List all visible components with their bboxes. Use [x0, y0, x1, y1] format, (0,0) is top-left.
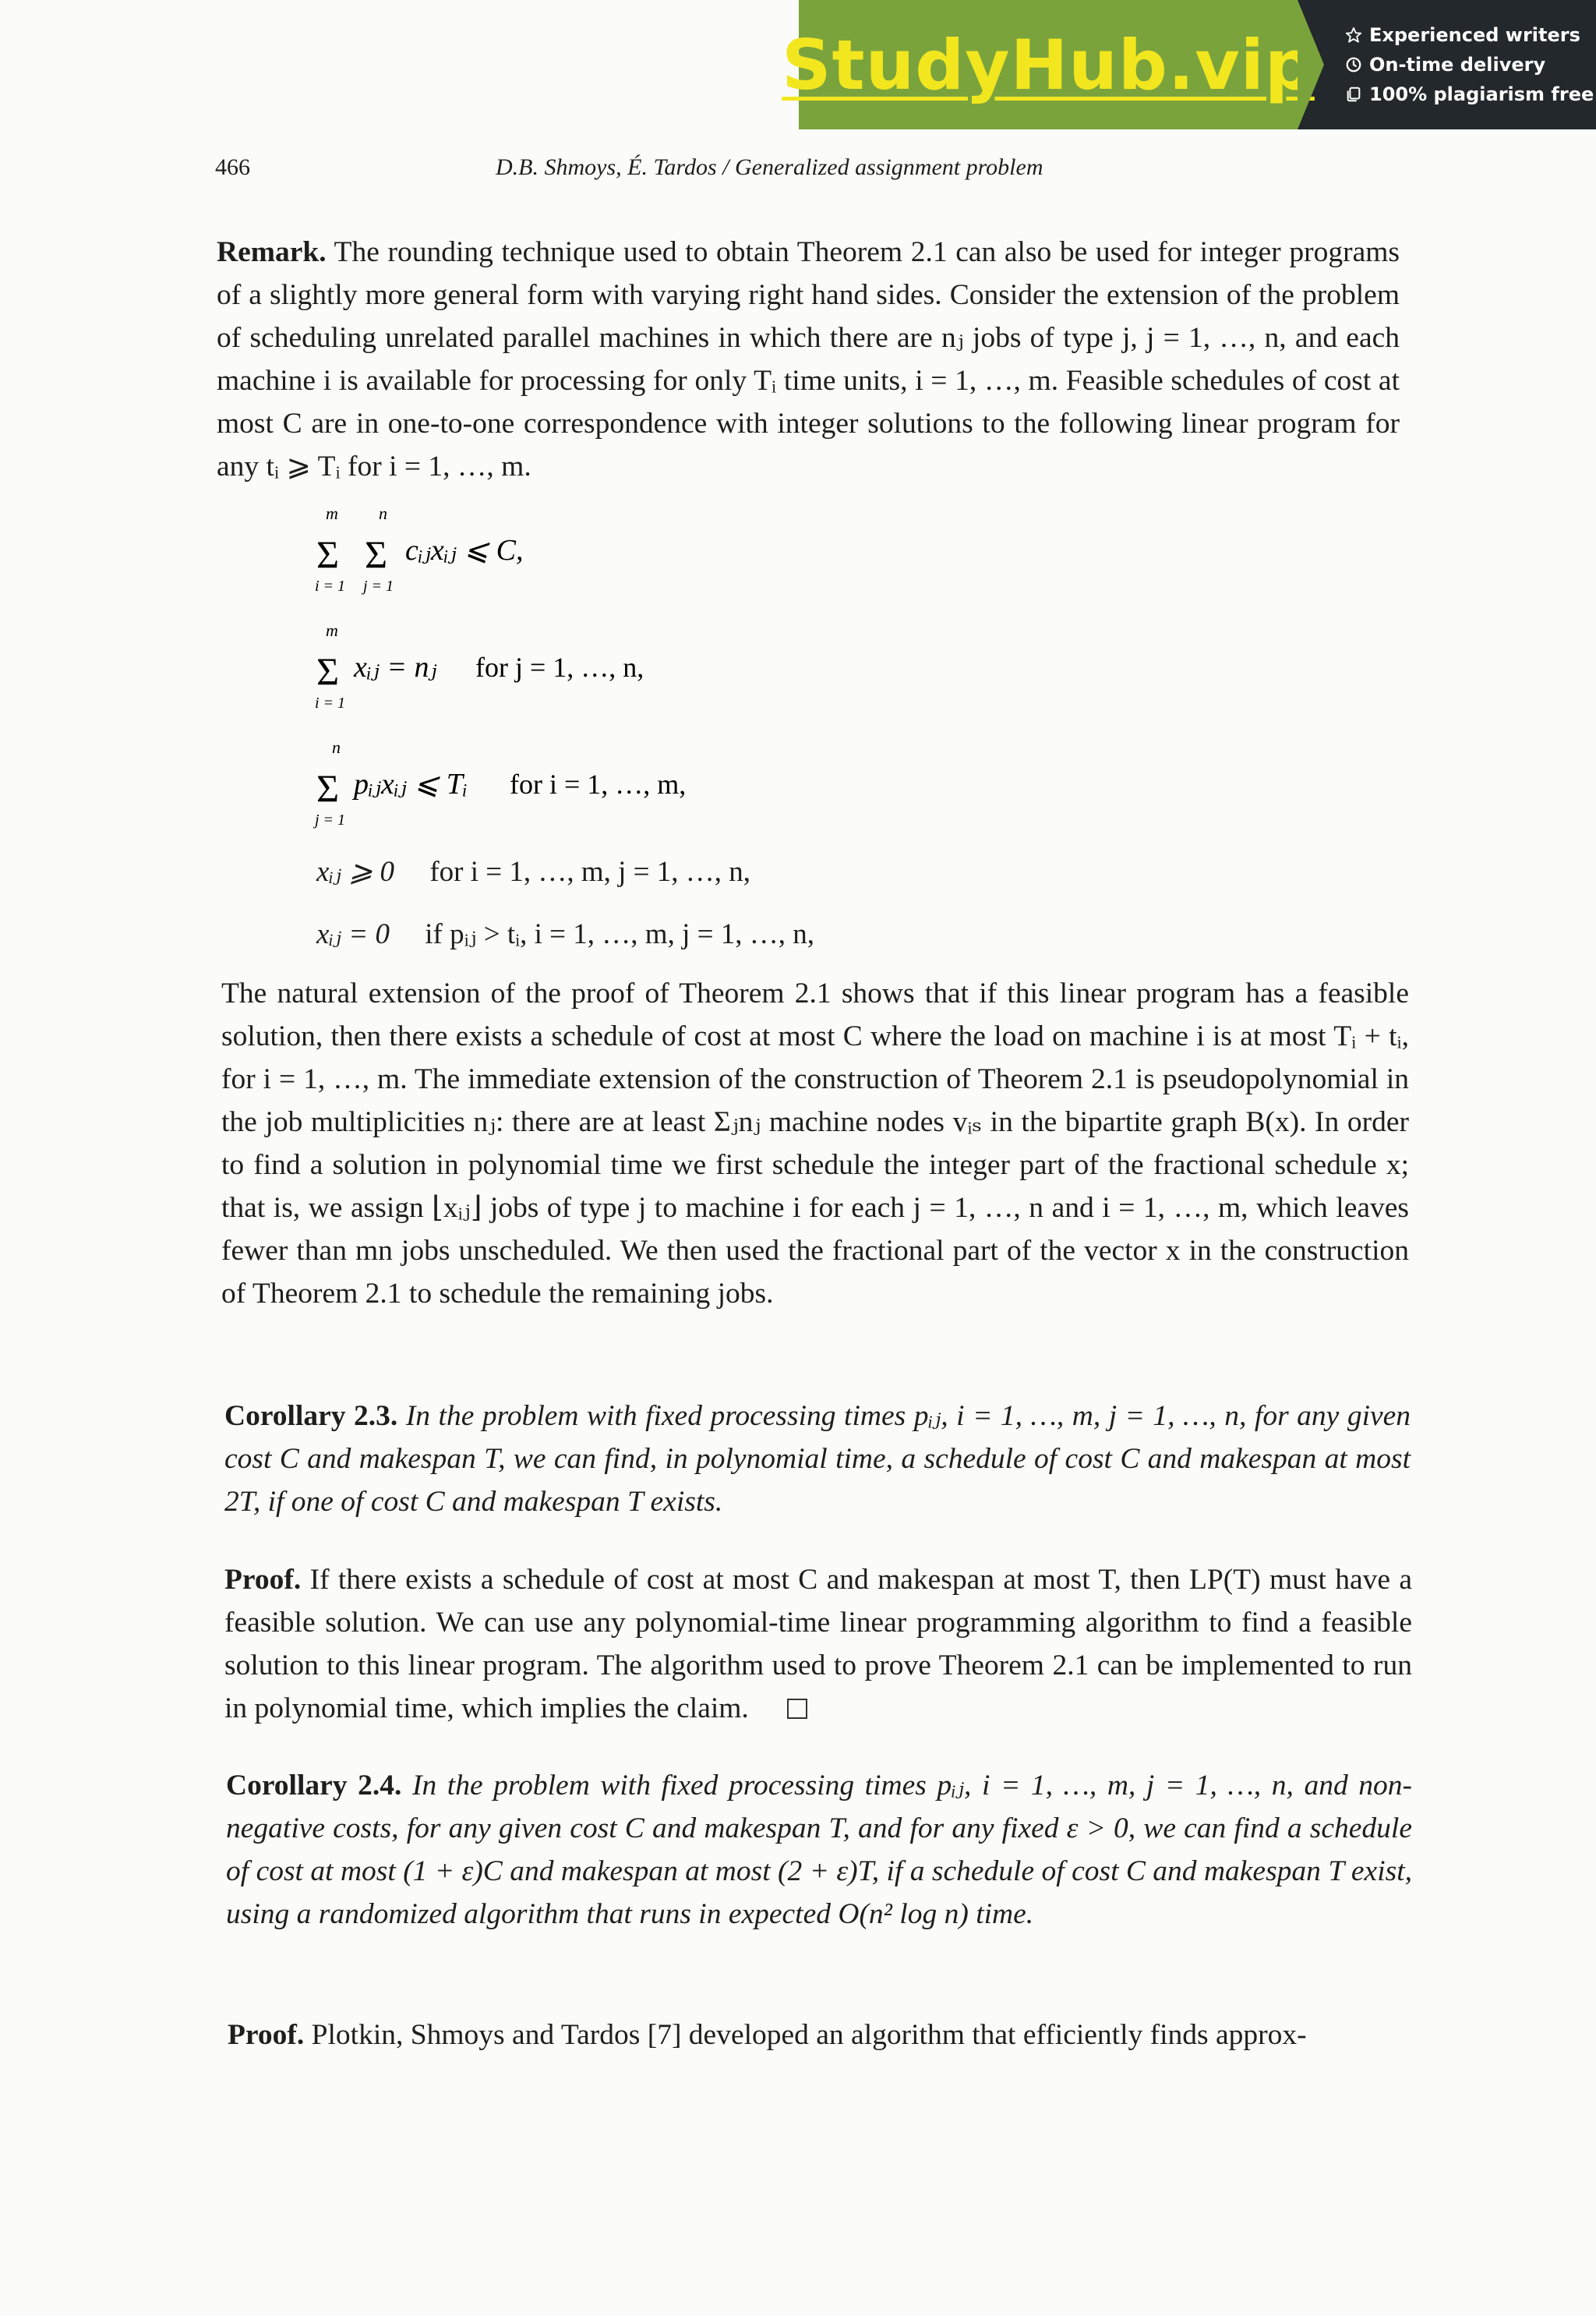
sum-lower: i = 1	[315, 695, 346, 712]
lp-constraint-assignment	[315, 616, 751, 717]
banner-arrow-shape	[1298, 0, 1324, 129]
lp-constraint-nonneg	[316, 854, 750, 889]
eq3-cond: for i = 1, …, m,	[510, 769, 687, 800]
sum-upper: n	[332, 737, 341, 757]
eq2-cond: for j = 1, …, n,	[475, 652, 644, 683]
studyhub-banner[interactable]	[782, 0, 1596, 129]
sum-upper-j: n	[379, 504, 387, 523]
corollary-2-3-text: In the problem with fixed processing times pᵢⱼ, i = 1, …, m, j = 1, …, n, for any given cost C and makespan T, we can find, in polynomial time, a schedule of cost C and makespan at most 2T, if one of cost C and makespan T exists.	[224, 1400, 1411, 1518]
page-number: 466	[215, 154, 250, 180]
lp-constraint-cost-svg	[315, 499, 751, 600]
corollary-2-4-text: In the problem with fixed processing times pᵢⱼ, i = 1, …, m, j = 1, …, n, and non-negative costs, for any given cost C and makespan T, and for any fixed ε > 0, we can find a schedule of cost at most (1 + ε)C and makespan at most (2 + ε)T, if a schedule of cost C and makespan T exist, using a randomized algorithm that runs in expected O(n² log n) time.	[226, 1770, 1413, 1930]
lp-constraint-makespan	[315, 733, 751, 834]
eq1-expr: cᵢⱼxᵢⱼ ⩽ C,	[405, 534, 524, 567]
sigma-j: Σ	[365, 532, 388, 576]
proof-2	[228, 2014, 1415, 2056]
proof-1	[224, 1558, 1412, 1730]
sum-upper: m	[326, 621, 338, 640]
eq4-expr: xᵢⱼ ⩾ 0	[316, 856, 395, 888]
sum-lower: j = 1	[315, 811, 346, 829]
remark-text: The rounding technique used to obtain Theorem 2.1 can also be used for integer programs of a slightly more general form with varying right hand sides. Consider the extension of the problem of scheduling unrelated parallel machines in which there are nⱼ jobs of type j, j = 1, …, n, and each machine i is available for processing for only Tᵢ time units, i = 1, …, m. Feasible schedules of cost at most C are in one-to-one correspondence with integer solutions to the following linear program for any tᵢ ⩾ Tᵢ for i = 1, …, m.	[217, 236, 1400, 483]
eq2-expr: xᵢⱼ = nⱼ	[354, 651, 437, 684]
eq3-expr: pᵢⱼxᵢⱼ ⩽ Tᵢ	[354, 768, 468, 801]
running-head: D.B. Shmoys, É. Tardos / Generalized assignment problem	[496, 154, 1043, 180]
clock-icon	[1344, 55, 1363, 74]
corollary-2-4	[226, 1764, 1412, 1936]
banner-features	[1298, 0, 1596, 129]
lp-constraint-assignment-svg	[315, 616, 751, 712]
eq4-cond: for i = 1, …, m, j = 1, …, n,	[429, 856, 751, 888]
qed-square-icon	[787, 1699, 807, 1719]
corollary-2-3-label: Corollary 2.3.	[224, 1400, 398, 1432]
corollary-2-4-label: Corollary 2.4.	[226, 1770, 402, 1802]
lp-constraint-cost	[315, 499, 751, 608]
feature-on-time-delivery	[1344, 54, 1596, 76]
studyhub-logo-text: StudyHub.vip	[782, 24, 1315, 105]
proof-1-text: If there exists a schedule of cost at most C and makespan at most T, then LP(T) must have a feasible solution. We can use any polynomial-time linear programming algorithm to find a feasible solution to this linear program. The algorithm used to prove Theorem 2.1 can be implemented to run in polynomial time, which implies the claim.	[224, 1564, 1412, 1724]
sigma: Σ	[316, 649, 340, 693]
eq5-expr: xᵢⱼ = 0	[316, 918, 390, 950]
sigma-i: Σ	[316, 532, 340, 576]
corollary-2-3	[224, 1395, 1411, 1523]
remark-label: Remark.	[217, 236, 327, 268]
lp-constraint-forbidden	[316, 917, 814, 951]
proof-1-label: Proof.	[224, 1564, 302, 1596]
proof-2-label: Proof.	[228, 2019, 305, 2051]
sum-upper-i: m	[326, 504, 338, 523]
sum-lower-j: j = 1	[363, 578, 394, 595]
feature-plagiarism-free	[1344, 83, 1596, 105]
copy-icon	[1344, 85, 1363, 104]
extension-paragraph: The natural extension of the proof of Theorem 2.1 shows that if this linear program has a feasible solution, then there exists a schedule of cost at most C where the load on machine i is at most Tᵢ + tᵢ, for i = 1, …, m. The immediate extension of the construction of Theorem 2.1 is pseudopolynomial in the job multiplicities nⱼ: there are at least Σⱼnⱼ machine nodes vᵢₛ in the bipartite graph B(x). In order to find a solution in polynomial time we first schedule the integer part of the fractional schedule x; that is, we assign ⌊xᵢⱼ⌋ jobs of type j to machine i for each j = 1, …, n and i = 1, …, m, which leaves fewer than mn jobs unscheduled. We then used the fractional part of the vector x in the construction of Theorem 2.1 to schedule the remaining jobs.	[221, 978, 1409, 1310]
proof-2-text: Plotkin, Shmoys and Tardos [7] developed an algorithm that efficiently finds approx-	[311, 2019, 1307, 2051]
studyhub-logo[interactable]	[782, 0, 1315, 129]
eq5-cond: if pᵢⱼ > tᵢ, i = 1, …, m, j = 1, …, n,	[425, 918, 814, 950]
sigma: Σ	[316, 766, 340, 810]
sum-lower-i: i = 1	[315, 578, 346, 595]
feature-experienced-writers	[1344, 24, 1596, 46]
lp-constraint-makespan-svg	[315, 733, 751, 829]
feature-label: On-time delivery	[1369, 54, 1546, 76]
feature-label: Experienced writers	[1369, 24, 1580, 46]
star-icon	[1344, 26, 1363, 44]
remark-paragraph	[217, 231, 1400, 488]
feature-label: 100% plagiarism free	[1369, 83, 1594, 105]
